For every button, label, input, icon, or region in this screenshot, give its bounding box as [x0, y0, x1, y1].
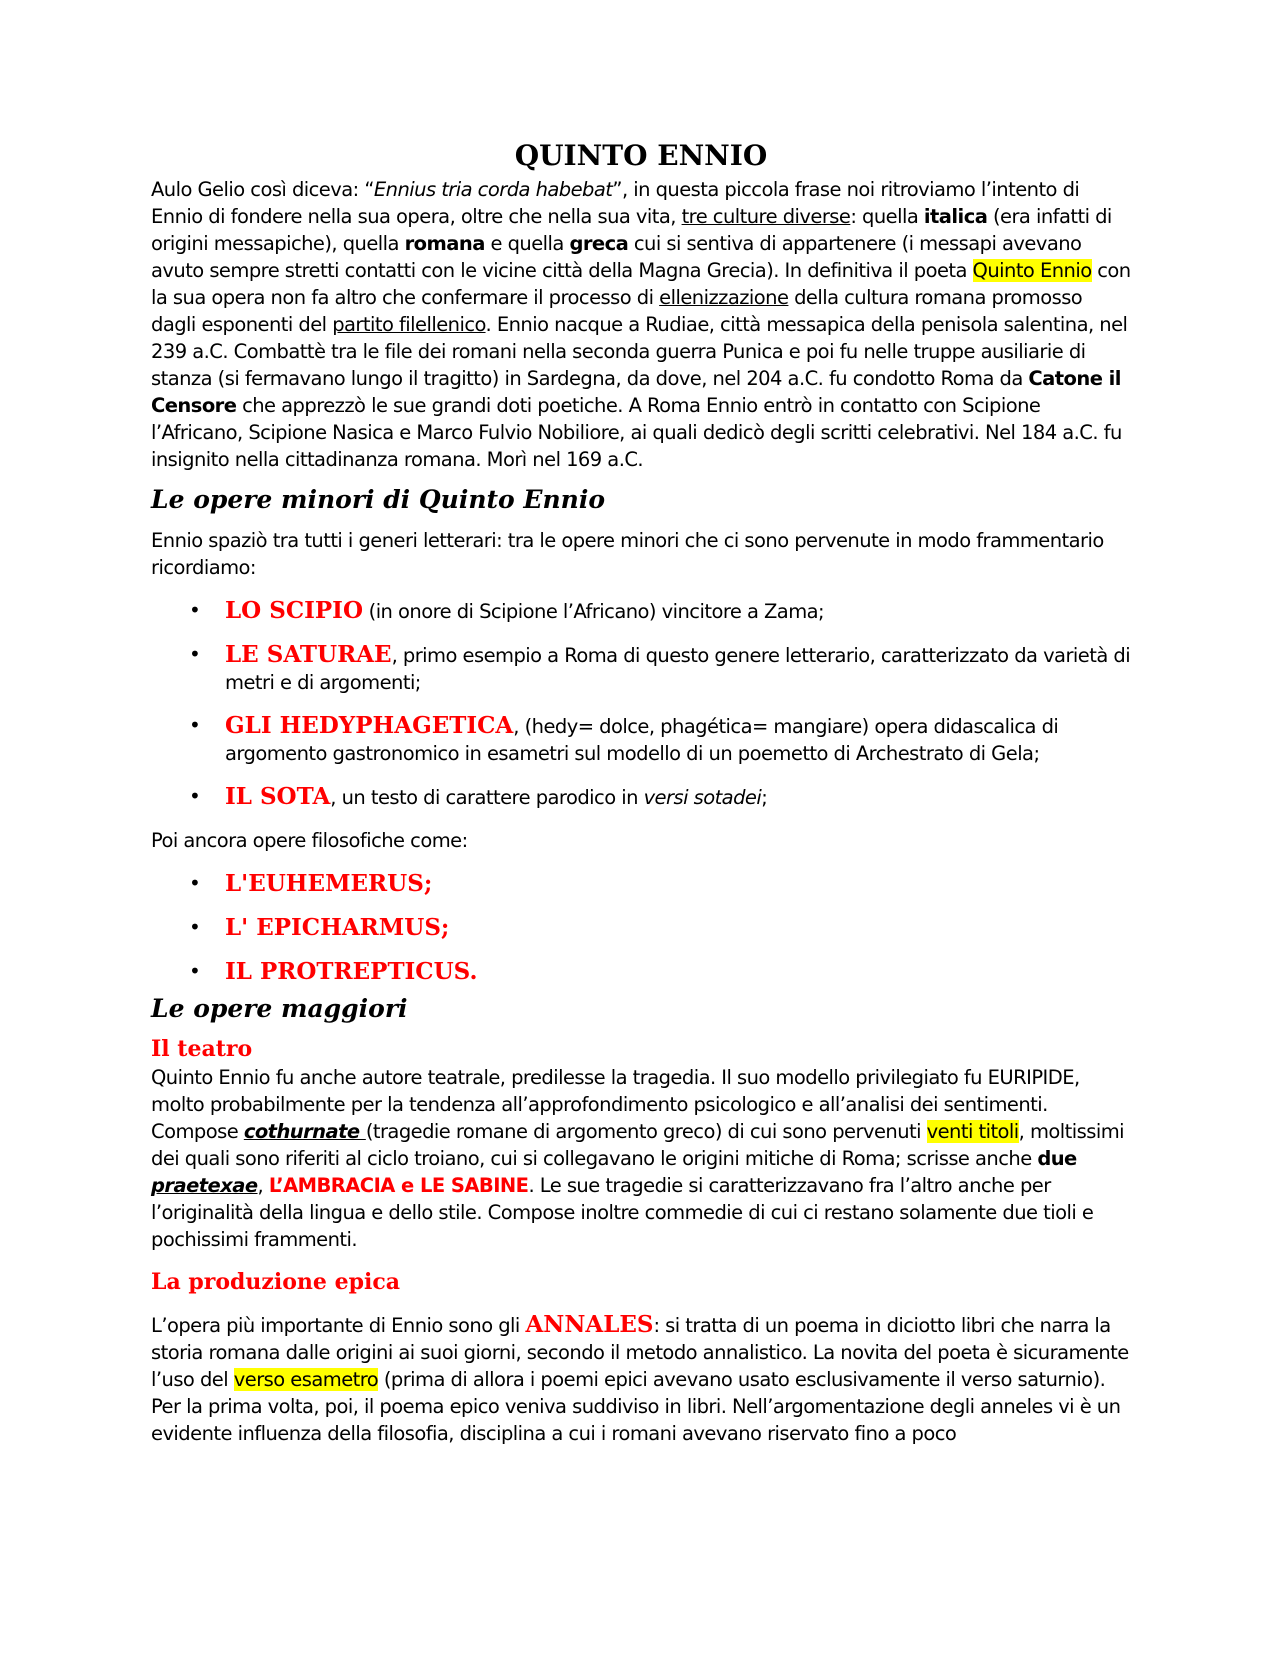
- bullet-icon: •: [189, 871, 201, 895]
- subheading-epica: La produzione epica: [151, 1269, 400, 1295]
- underlined-term: tre culture diverse: [681, 205, 851, 228]
- text-run: (era infatti di origini messapiche), quella: [151, 205, 1112, 255]
- bullet-icon: •: [189, 713, 201, 737]
- text-run: cui si sentiva di appartenere (i messapi avevano avuto sempre stretti contatti con le vicine città della Magna Grecia). In definitiva il poeta: [151, 232, 1082, 282]
- list-item: [151, 641, 1131, 696]
- list-item: [151, 958, 1131, 986]
- filo-list: [151, 870, 1131, 986]
- work-description: , un testo di carattere parodico in: [330, 786, 644, 809]
- text-run: ,: [257, 1174, 269, 1197]
- work-title: ANNALES: [525, 1311, 654, 1338]
- list-item: [151, 712, 1131, 767]
- document-body: [151, 138, 1131, 1447]
- text-run: . Le sue tragedie si caratterizzavano fra l’altro anche per l’originalità della lingua e dello stile. Compose inoltre commedie di cui ci restano solamente due tioli e pochissimi frammenti.: [151, 1174, 1094, 1251]
- text-run: : quella: [850, 205, 924, 228]
- work-title: GLI HEDYPHAGETICA: [225, 712, 514, 739]
- work-title: IL PROTREPTICUS.: [225, 958, 478, 985]
- praetexae-term: praetexae: [151, 1174, 258, 1197]
- work-title: LE SATURAE: [225, 641, 392, 668]
- list-item: [151, 870, 1131, 898]
- bold-term: due: [1037, 1147, 1077, 1170]
- bold-term: greca: [569, 232, 629, 255]
- bullet-icon: •: [189, 915, 201, 939]
- bold-term: Catone il Censore: [151, 367, 1121, 417]
- intro-paragraph: [151, 176, 1131, 473]
- list-item: [151, 914, 1131, 942]
- text-run: Aulo Gelio così diceva: “: [151, 178, 374, 201]
- section-heading-maggiori: Le opere maggiori: [151, 994, 408, 1023]
- minori-intro: Ennio spaziò tra tutti i generi letterari: tra le opere minori che ci sono pervenute in modo frammentario ricordiamo:: [151, 529, 1104, 579]
- text-run: che apprezzò le sue grandi doti poetiche. A Roma Ennio entrò in contatto con Scipione l’Africano, Scipione Nasica e Marco Fulvio Nobiliore, ai quali dedicò degli scritti celebrativi. Nel 184 a.C. fu insignito nella cittadinanza romana. Morì nel 169 a.C.: [151, 394, 1122, 471]
- text-run: , moltissimi dei quali sono riferiti al ciclo troiano, cui si collegavano le origini mitiche di Roma; scrisse anche: [151, 1120, 1125, 1170]
- text-run: della cultura romana promosso dagli esponenti del: [151, 286, 1083, 336]
- teatro-paragraph: [151, 1064, 1131, 1253]
- text-run: ;: [761, 786, 768, 809]
- text-run: e quella: [484, 232, 570, 255]
- filo-intro: Poi ancora opere filosofiche come:: [151, 829, 468, 852]
- bullet-icon: •: [189, 598, 201, 622]
- bold-term: romana: [404, 232, 485, 255]
- underlined-term: ellenizzazione: [659, 286, 789, 309]
- text-run: (prima di allora i poemi epici avevano usato esclusivamente il verso saturnio). Per la prima volta, poi, il poema epico veniva suddiviso in libri. Nell’argomentazione degli anneles vi è un evidente influenza della filosofia, disciplina a cui i romani avevano riservato fino a poco: [151, 1368, 1121, 1445]
- work-description: (in onore di Scipione l’Africano) vincitore a Zama;: [362, 600, 825, 623]
- text-run: : si tratta di un poema in diciotto libri che narra la storia romana dalle origini ai suoi giorni, secondo il metodo annalistico. La novita del poeta è sicuramente l’uso del: [151, 1314, 1129, 1391]
- text-run: ”, in questa piccola frase noi ritroviamo l’intento di Ennio di fondere nella sua opera, oltre che nella sua vita,: [151, 178, 1080, 228]
- work-title: LO SCIPIO: [225, 597, 363, 624]
- cothurnate-term: cothurnate: [243, 1120, 366, 1143]
- text-run: L’opera più importante di Ennio sono gli: [151, 1314, 526, 1337]
- text-run: . Ennio nacque a Rudiae, città messapica della penisola salentina, nel 239 a.C. Combattè tra le file dei romani nella seconda guerra Punica e poi fu nelle truppe ausiliarie di stanza (si fermavano lungo il tragitto) in Sardegna, da dove, nel 204 a.C. fu condotto Roma da: [151, 313, 1128, 390]
- italic-term: versi sotadei: [643, 786, 762, 809]
- section-heading-minori: Le opere minori di Quinto Ennio: [151, 485, 606, 514]
- highlighted-term: verso esametro: [233, 1368, 379, 1391]
- subheading-teatro: Il teatro: [151, 1036, 253, 1062]
- text-run: Quinto Ennio fu anche autore teatrale, predilesse la tragedia. Il suo modello privilegiato fu EURIPIDE, molto probabilmente per la tendenza all’approfondimento psicologico e all’analisi dei sentimenti. Compose: [151, 1066, 1080, 1143]
- work-title: L'EUHEMERUS;: [225, 870, 433, 897]
- work-title: L' EPICHARMUS;: [225, 914, 450, 941]
- highlighted-term: venti titoli: [926, 1120, 1019, 1143]
- text-run: con la sua opera non fa altro che confermare il processo di: [151, 259, 1131, 309]
- minori-list: [151, 597, 1131, 811]
- work-title: IL SOTA: [225, 783, 331, 810]
- work-description: , (hedy= dolce, phagética= mangiare) opera didascalica di argomento gastronomico in esametri sul modello di un poemetto di Archestrato di Gela;: [225, 715, 1059, 765]
- bullet-icon: •: [189, 642, 201, 666]
- epica-paragraph: [151, 1311, 1131, 1447]
- bullet-icon: •: [189, 959, 201, 983]
- page-title: QUINTO ENNIO: [514, 139, 768, 172]
- list-item: [151, 783, 1131, 811]
- underlined-term: partito filellenico: [332, 313, 486, 336]
- latin-quote: Ennius tria corda habebat: [373, 178, 613, 201]
- text-run: (tragedie romane di argomento greco) di cui sono pervenuti: [365, 1120, 927, 1143]
- bold-term: italica: [923, 205, 988, 228]
- highlighted-term: Quinto Ennio: [972, 259, 1092, 282]
- work-description: , primo esempio a Roma di questo genere letterario, caratterizzato da varietà di metri e di argomenti;: [225, 644, 1131, 694]
- red-bold-term: L’AMBRACIA e LE SABINE: [268, 1174, 529, 1197]
- list-item: [151, 597, 1131, 625]
- bullet-icon: •: [189, 784, 201, 808]
